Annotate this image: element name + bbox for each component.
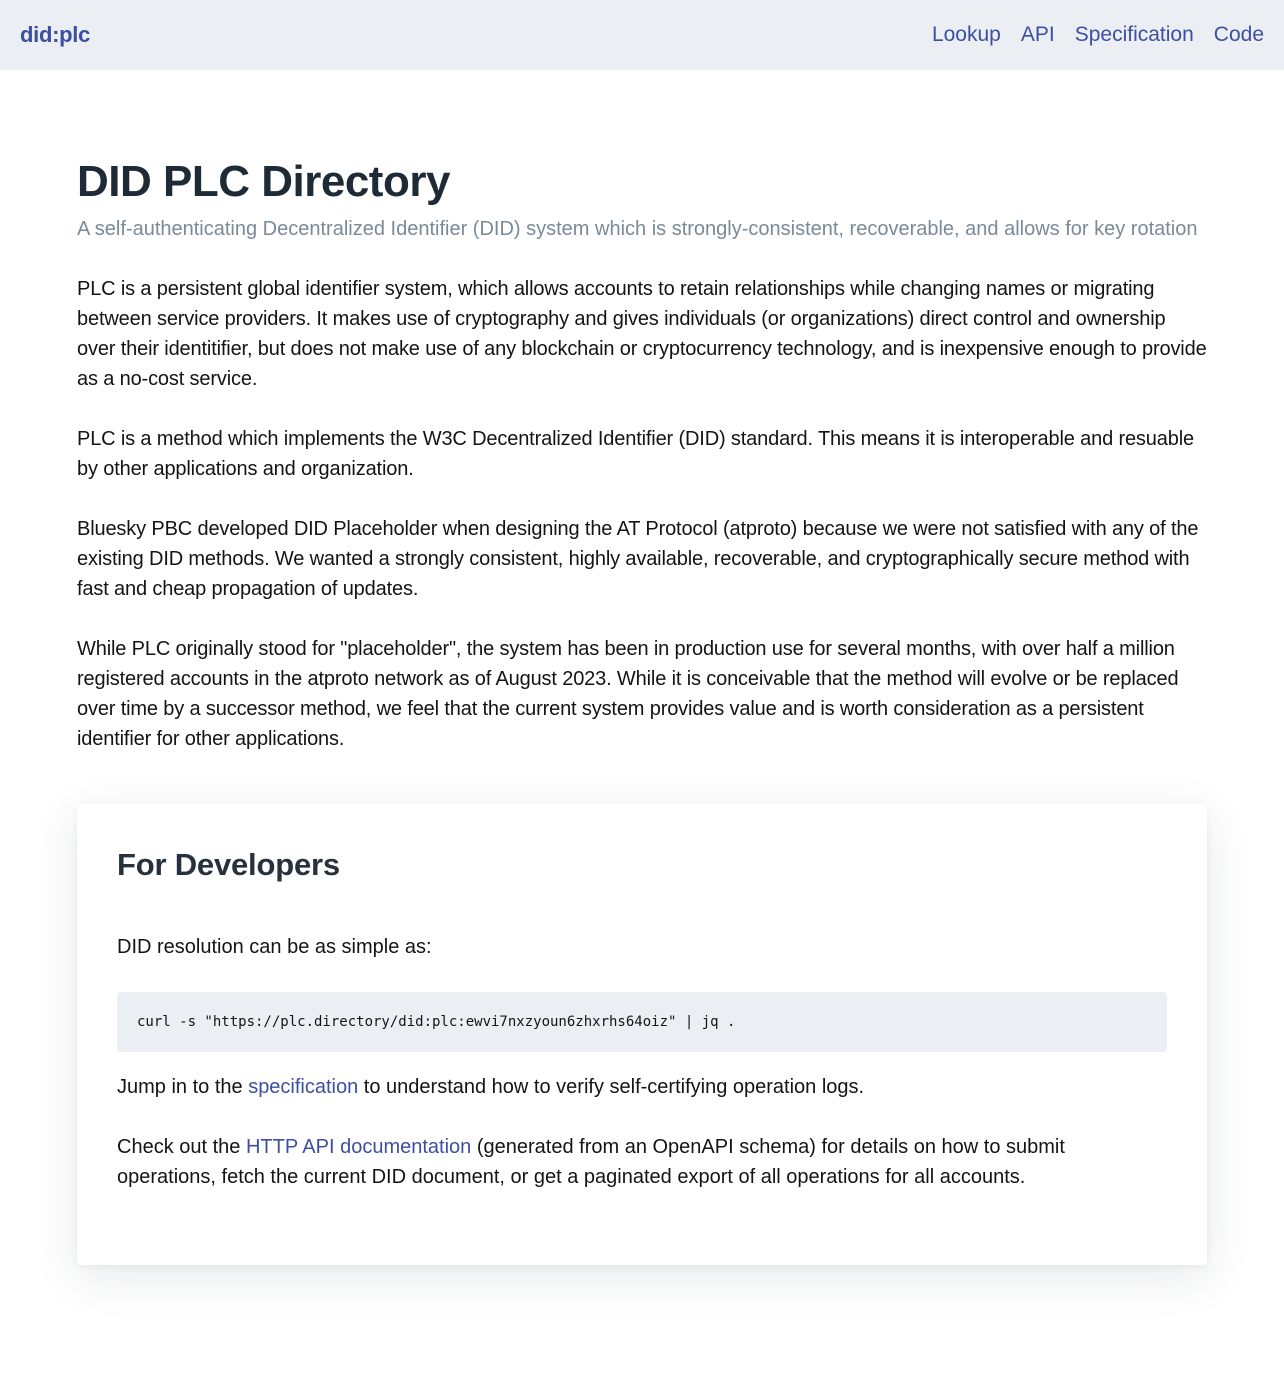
brand-logo-link[interactable]: did:plc — [20, 22, 91, 47]
nav-link-code[interactable]: Code — [1213, 23, 1264, 46]
api-documentation-link[interactable]: HTTP API documentation — [245, 1135, 472, 1158]
nav-link-lookup[interactable]: Lookup — [931, 23, 1001, 46]
curl-command: curl -s "https://plc.directory/did:plc:ewvi7nxzyoun6zhxrhs64oiz" | jq . — [137, 1013, 736, 1030]
spec-paragraph — [117, 1072, 1167, 1102]
top-navbar — [0, 0, 1284, 70]
code-snippet[interactable] — [117, 992, 1167, 1052]
developers-intro: DID resolution can be as simple as: — [117, 935, 432, 958]
nav-link-api[interactable]: API — [1020, 23, 1055, 46]
spec-text-before: Jump in to the — [117, 1075, 249, 1098]
page-title: DID PLC Directory — [77, 157, 450, 206]
main-content — [0, 158, 1284, 1265]
api-text-before: Check out the — [117, 1135, 246, 1158]
intro-paragraph-1: PLC is a persistent global identifier system, which allows accounts to retain relationships while changing names or migrating between service providers. It makes use of cryptography and gives individuals (or organizations) direct control and ownership over their identitifier, but does not make use of any blockchain or cryptocurrency technology, and is inexpensive enough to provide as a no-cost service. — [77, 278, 1207, 391]
api-text-after: (generated from an OpenAPI schema) for details on how to submit operations, fetch the current DID document, or get a paginated export of all operations for all accounts. — [117, 1135, 1065, 1188]
specification-link[interactable]: specification — [248, 1075, 359, 1098]
intro-paragraph-3: Bluesky PBC developed DID Placeholder when designing the AT Protocol (atproto) because we were not satisfied with any of the existing DID methods. We wanted a strongly consistent, highly available, recoverable, and cryptographically secure method with fast and cheap propagation of updates. — [77, 518, 1199, 601]
page-subtitle: A self-authenticating Decentralized Identifier (DID) system which is strongly-consistent, recoverable, and allows for key rotation — [77, 218, 1198, 241]
intro-paragraph-2: PLC is a method which implements the W3C Decentralized Identifier (DID) standard. This means it is interoperable and resuable by other applications and organization. — [77, 428, 1194, 481]
developers-title: For Developers — [117, 847, 340, 883]
developers-card — [77, 804, 1207, 1265]
nav-link-specification[interactable]: Specification — [1074, 23, 1194, 46]
intro-paragraph-4: While PLC originally stood for "placeholder", the system has been in production use for several months, with over half a million registered accounts in the atproto network as of August 2023. While it is conceivable that the method will evolve or be replaced over time by a successor method, we feel that the current system provides value and is worth consideration as a persistent identifier for other applications. — [77, 638, 1179, 751]
api-paragraph — [117, 1132, 1167, 1192]
nav-links — [932, 23, 1264, 47]
spec-text-after: to understand how to verify self-certifying operation logs. — [358, 1075, 865, 1098]
